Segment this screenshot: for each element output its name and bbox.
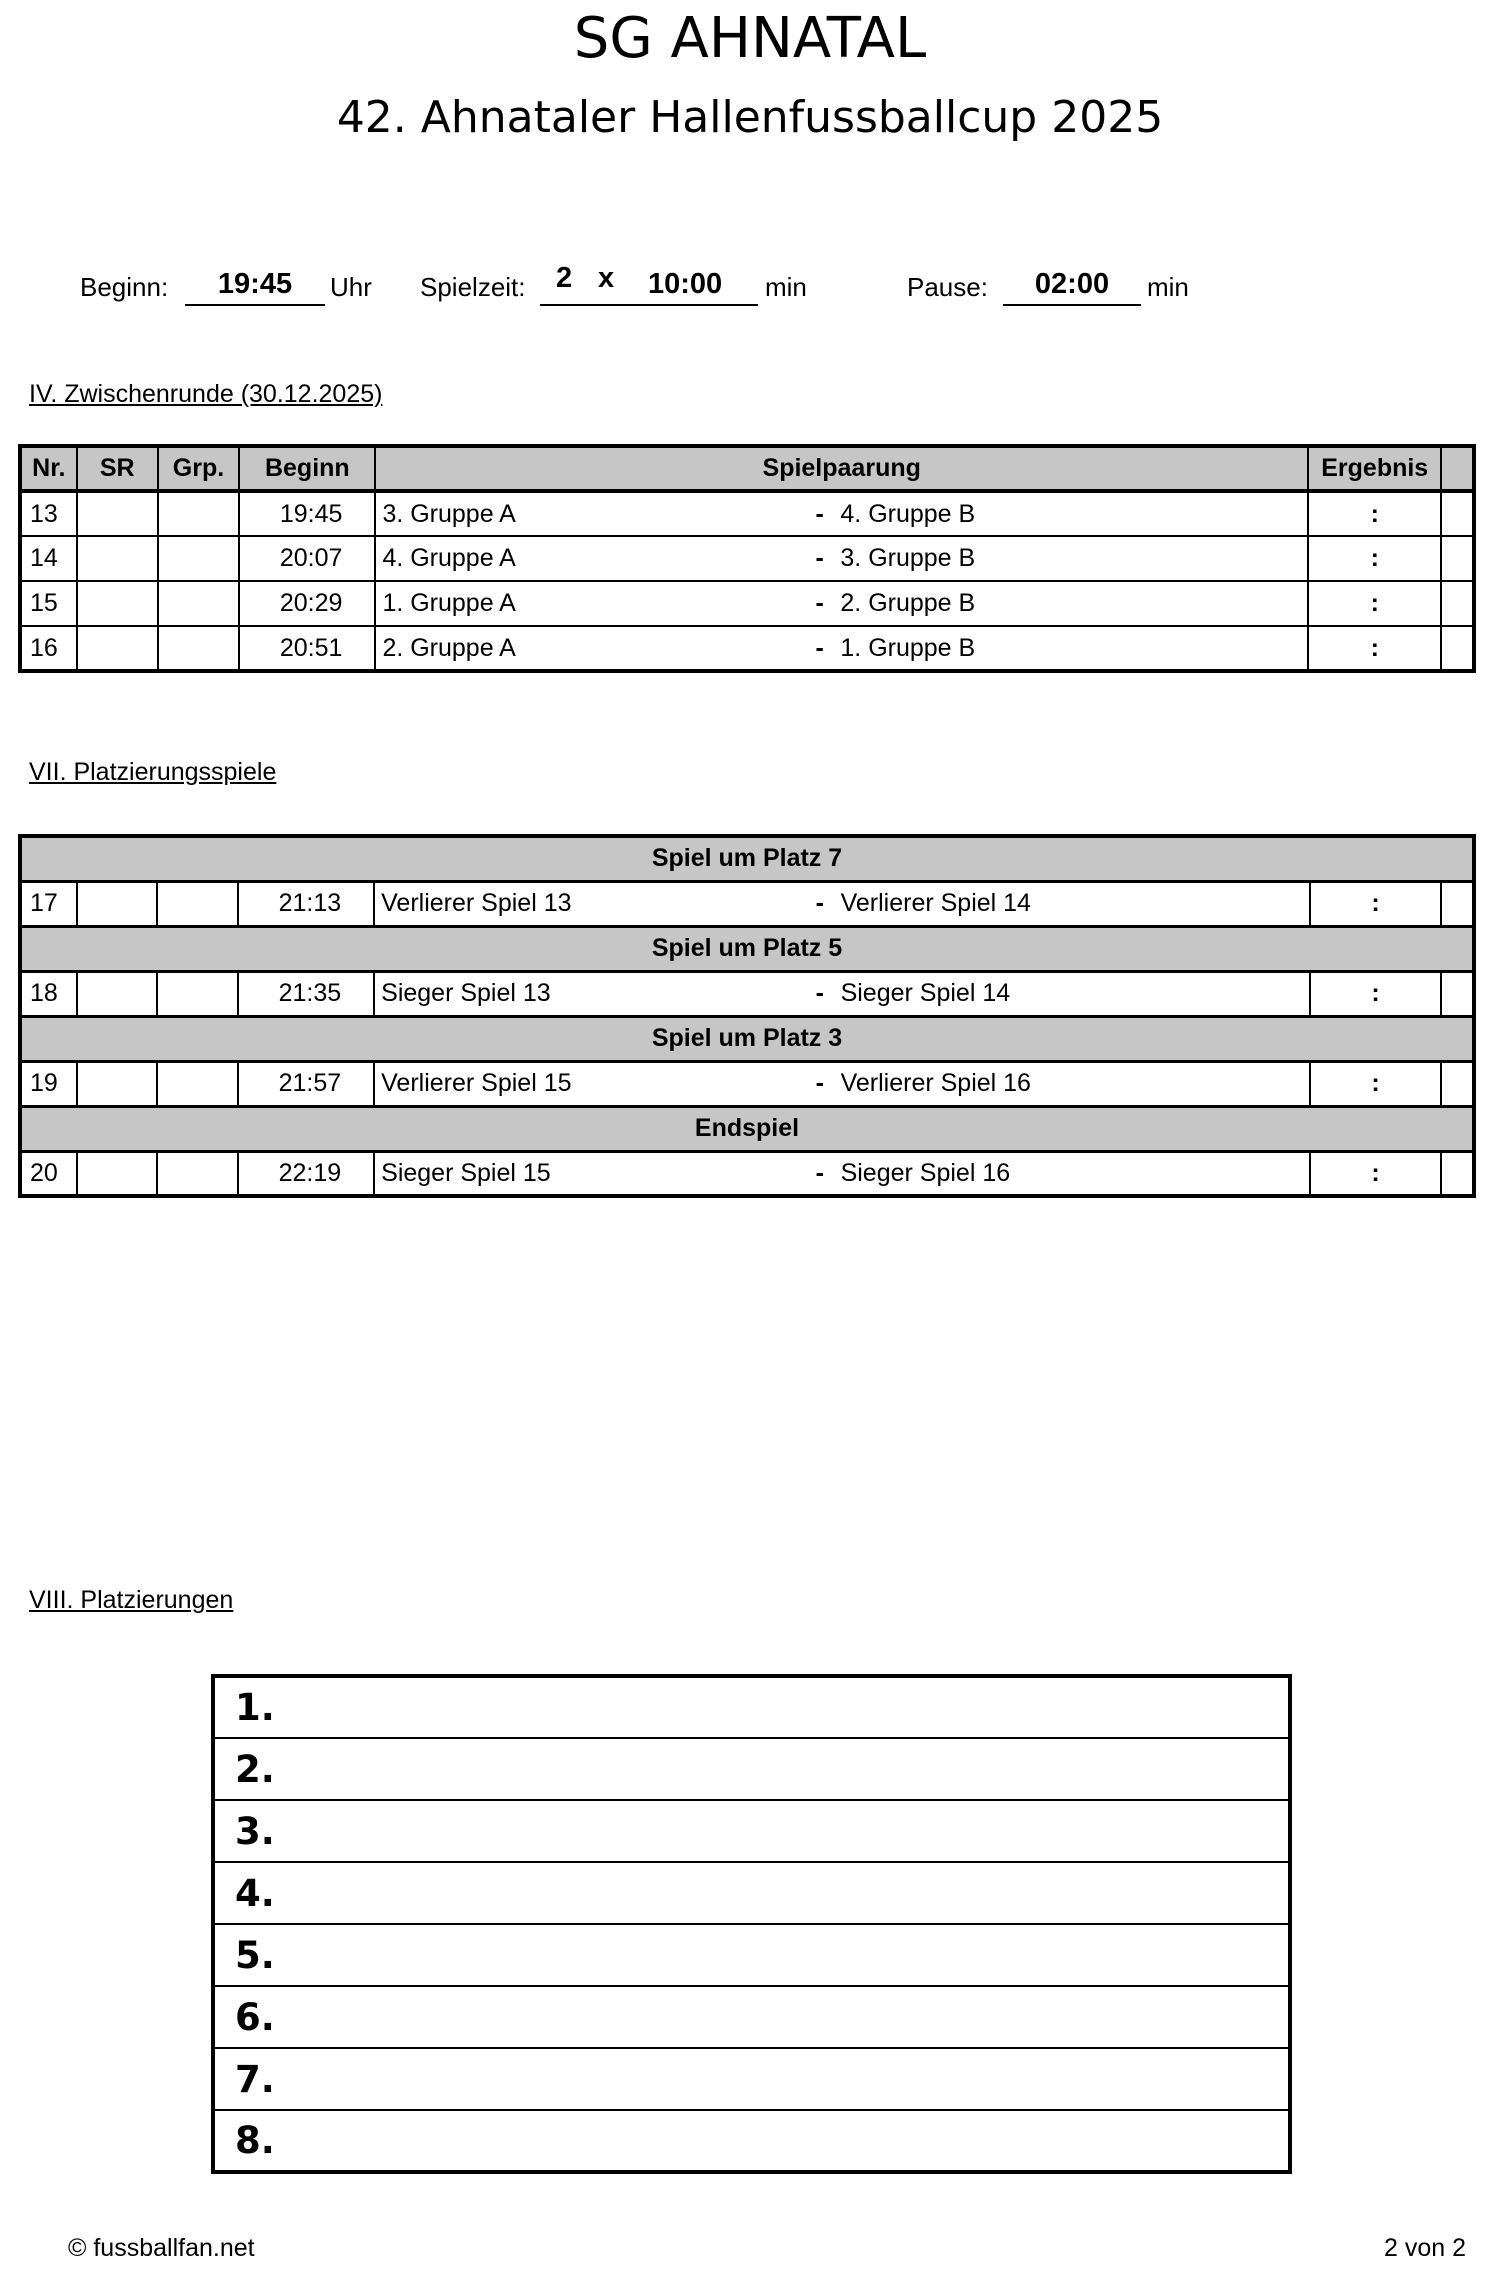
sr-cell[interactable]: [77, 1151, 158, 1196]
pause-unit: min: [1147, 272, 1189, 302]
result-cell[interactable]: :: [1310, 881, 1442, 926]
col-grp: Grp.: [158, 446, 239, 491]
table-row: [20, 536, 1474, 581]
away-team: Verlierer Spiel 16: [835, 1061, 1310, 1106]
sr-cell[interactable]: [77, 536, 158, 581]
place-number: 6.: [213, 1986, 1290, 2048]
table-row: [20, 881, 1474, 926]
match-nr: 20: [20, 1151, 77, 1196]
table-row: [20, 491, 1474, 536]
place-number: 1.: [213, 1676, 1290, 1738]
col-spielpaarung: Spielpaarung: [375, 446, 1308, 491]
grp-cell[interactable]: [158, 491, 239, 536]
place-row[interactable]: [213, 1924, 1290, 1986]
place-row[interactable]: [213, 1862, 1290, 1924]
extra-cell: [1441, 491, 1474, 536]
game-title: Spiel um Platz 5: [20, 926, 1474, 971]
result-cell[interactable]: :: [1308, 536, 1442, 581]
match-time: 20:51: [239, 626, 375, 671]
match-time: 21:57: [238, 1061, 374, 1106]
platzierungsspiele-table: [18, 834, 1476, 1198]
match-time: 21:13: [238, 881, 374, 926]
place-row[interactable]: [213, 2048, 1290, 2110]
zwischenrunde-table: [18, 444, 1476, 673]
vs-dash: -: [805, 881, 835, 926]
spielzeit-count: 2: [556, 262, 573, 294]
home-team: 2. Gruppe A: [375, 626, 804, 671]
game-title: Spiel um Platz 3: [20, 1016, 1474, 1061]
match-nr: 15: [20, 581, 77, 626]
away-team: 1. Gruppe B: [834, 626, 1308, 671]
place-number: 5.: [213, 1924, 1290, 1986]
vs-dash: -: [805, 626, 835, 671]
footer-copyright: © fussballfan.net: [68, 2234, 255, 2262]
table-row: [20, 626, 1474, 671]
platzierungen-table: [211, 1674, 1292, 2174]
result-cell[interactable]: :: [1308, 581, 1442, 626]
match-nr: 16: [20, 626, 77, 671]
grp-cell[interactable]: [158, 626, 239, 671]
match-time: 19:45: [239, 491, 375, 536]
game-title-row: [20, 926, 1474, 971]
match-nr: 17: [20, 881, 77, 926]
table-row: [20, 1061, 1474, 1106]
spielzeit-underline: [540, 262, 758, 306]
extra-cell: [1441, 971, 1474, 1016]
match-nr: 13: [20, 491, 77, 536]
vs-dash: -: [805, 1151, 835, 1196]
match-time: 21:35: [238, 971, 374, 1016]
vs-dash: -: [805, 581, 835, 626]
club-title: SG AHNATAL: [573, 6, 927, 71]
away-team: Sieger Spiel 14: [835, 971, 1310, 1016]
sr-cell[interactable]: [77, 881, 158, 926]
sr-cell[interactable]: [77, 626, 158, 671]
home-team: 4. Gruppe A: [375, 536, 804, 581]
platzierungen-heading: VIII. Platzierungen: [29, 1586, 234, 1614]
away-team: Sieger Spiel 16: [835, 1151, 1310, 1196]
game-title-row: [20, 1106, 1474, 1151]
game-title-row: [20, 1016, 1474, 1061]
table-row: [20, 1151, 1474, 1196]
spielzeit-label: Spielzeit:: [420, 272, 526, 302]
extra-cell: [1441, 536, 1474, 581]
col-nr: Nr.: [20, 446, 77, 491]
vs-dash: -: [805, 971, 835, 1016]
match-time: 20:07: [239, 536, 375, 581]
game-title: Endspiel: [20, 1106, 1474, 1151]
result-cell[interactable]: :: [1310, 971, 1442, 1016]
sr-cell[interactable]: [77, 1061, 158, 1106]
zwischenrunde-heading: IV. Zwischenrunde (30.12.2025): [29, 380, 383, 408]
match-nr: 19: [20, 1061, 77, 1106]
beginn-unit: Uhr: [330, 272, 372, 302]
home-team: Sieger Spiel 13: [374, 971, 805, 1016]
extra-cell: [1441, 581, 1474, 626]
home-team: Verlierer Spiel 13: [374, 881, 805, 926]
match-nr: 14: [20, 536, 77, 581]
away-team: 2. Gruppe B: [834, 581, 1308, 626]
beginn-label: Beginn:: [80, 272, 169, 302]
home-team: Sieger Spiel 15: [374, 1151, 805, 1196]
match-time: 20:29: [239, 581, 375, 626]
result-cell[interactable]: :: [1308, 491, 1442, 536]
vs-dash: -: [805, 536, 835, 581]
place-row[interactable]: [213, 1738, 1290, 1800]
col-beginn: Beginn: [239, 446, 375, 491]
table-header-row: [20, 446, 1474, 491]
away-team: 3. Gruppe B: [834, 536, 1308, 581]
place-row[interactable]: [213, 1676, 1290, 1738]
place-row[interactable]: [213, 1986, 1290, 2048]
match-nr: 18: [20, 971, 77, 1016]
extra-cell: [1441, 1151, 1474, 1196]
grp-cell[interactable]: [157, 971, 238, 1016]
extra-cell: [1441, 1061, 1474, 1106]
extra-cell: [1441, 626, 1474, 671]
place-number: 7.: [213, 2048, 1290, 2110]
platzierungsspiele-heading: VII. Platzierungsspiele: [29, 758, 277, 786]
grp-cell[interactable]: [157, 1151, 238, 1196]
beginn-value: 19:45: [185, 268, 325, 306]
away-team: Verlierer Spiel 14: [835, 881, 1310, 926]
extra-cell: [1441, 881, 1474, 926]
place-number: 4.: [213, 1862, 1290, 1924]
tournament-title: 42. Ahnataler Hallenfussballcup 2025: [336, 92, 1164, 143]
spielzeit-x: x: [598, 262, 615, 294]
col-extra: [1441, 446, 1474, 491]
place-number: 3.: [213, 1800, 1290, 1862]
place-number: 8.: [235, 2119, 275, 2162]
table-row: [20, 971, 1474, 1016]
home-team: 3. Gruppe A: [375, 491, 804, 536]
sr-cell[interactable]: [77, 581, 158, 626]
game-title-row: [20, 836, 1474, 881]
grp-cell[interactable]: [158, 581, 239, 626]
sr-cell[interactable]: [77, 971, 158, 1016]
grp-cell[interactable]: [157, 1061, 238, 1106]
grp-cell[interactable]: [157, 881, 238, 926]
table-row: [20, 581, 1474, 626]
result-cell[interactable]: :: [1310, 1151, 1442, 1196]
vs-dash: -: [805, 1061, 835, 1106]
grp-cell[interactable]: [158, 536, 239, 581]
place-row[interactable]: [213, 1800, 1290, 1862]
home-team: Verlierer Spiel 15: [374, 1061, 805, 1106]
place-row[interactable]: [213, 2110, 1290, 2172]
home-team: 1. Gruppe A: [375, 581, 804, 626]
pause-value: 02:00: [1003, 268, 1141, 306]
vs-dash: -: [805, 491, 835, 536]
pause-label: Pause:: [907, 272, 988, 302]
place-number: 2.: [213, 1738, 1290, 1800]
match-time: 22:19: [238, 1151, 374, 1196]
col-sr: SR: [77, 446, 158, 491]
game-title: Spiel um Platz 7: [20, 836, 1474, 881]
sr-cell[interactable]: [77, 491, 158, 536]
result-cell[interactable]: :: [1308, 626, 1442, 671]
away-team: 4. Gruppe B: [834, 491, 1308, 536]
spielzeit-value: 10:00: [648, 268, 723, 300]
result-cell[interactable]: :: [1310, 1061, 1442, 1106]
col-ergebnis: Ergebnis: [1308, 446, 1442, 491]
footer-page-number: 2 von 2: [1383, 2234, 1466, 2262]
spielzeit-unit: min: [765, 272, 807, 302]
